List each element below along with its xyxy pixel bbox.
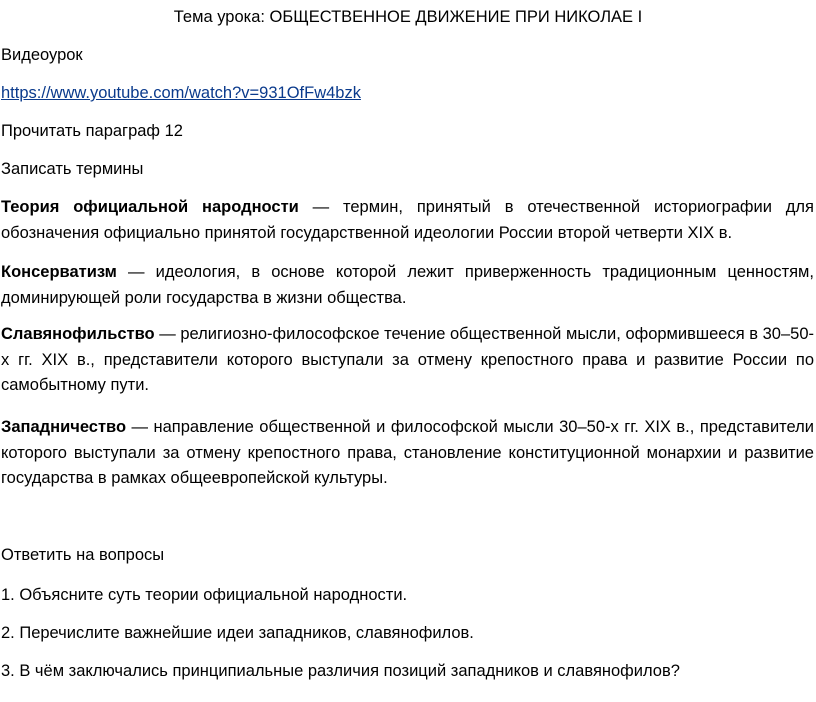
term-definition: — направление общественной и философской мысли 30–50-х гг. XIX в., представители которого выступали за отмену крепостного права, становление конституционной монархии и развитие государства в рамках общеевропейской культуры. [1,418,814,487]
questions-heading: Ответить на вопросы [1,546,165,564]
term-name: Консерватизм [1,263,117,281]
term-paragraph [1,322,814,399]
term-definition: — термин, принятый в отечественной историографии для обозначения официально принятой государственной идеологии России второй четверти XIX в. [1,198,814,242]
term-paragraph [1,415,814,492]
term-paragraph [1,195,814,246]
video-link[interactable]: https://www.youtube.com/watch?v=931OfFw4bzk [1,84,361,102]
question-item: 3. В чём заключались принципиальные различия позиций западников и славянофилов? [1,662,680,680]
video-label: Видеоурок [1,46,83,64]
write-terms-instruction: Записать термины [1,160,144,178]
question-item: 1. Объясните суть теории официальной народности. [1,586,408,604]
term-name: Славянофильство [1,325,155,343]
term-paragraph [1,260,814,311]
term-name: Западничество [1,418,127,436]
term-definition: — религиозно-философское течение общественной мысли, оформившееся в 30–50-х гг. XIX в., представители которого выступали за отмену крепостного права и развитие России по самобытному пути. [1,325,814,394]
lesson-title: Тема урока: ОБЩЕСТВЕННОЕ ДВИЖЕНИЕ ПРИ НИКОЛАЕ I [173,8,643,26]
term-name: Теория официальной народности [1,198,299,216]
term-definition: — идеология, в основе которой лежит приверженность традиционным ценностям, доминирующей роли государства в жизни общества. [1,263,814,307]
read-instruction: Прочитать параграф 12 [1,122,183,140]
question-item: 2. Перечислите важнейшие идеи западников, славянофилов. [1,624,474,642]
